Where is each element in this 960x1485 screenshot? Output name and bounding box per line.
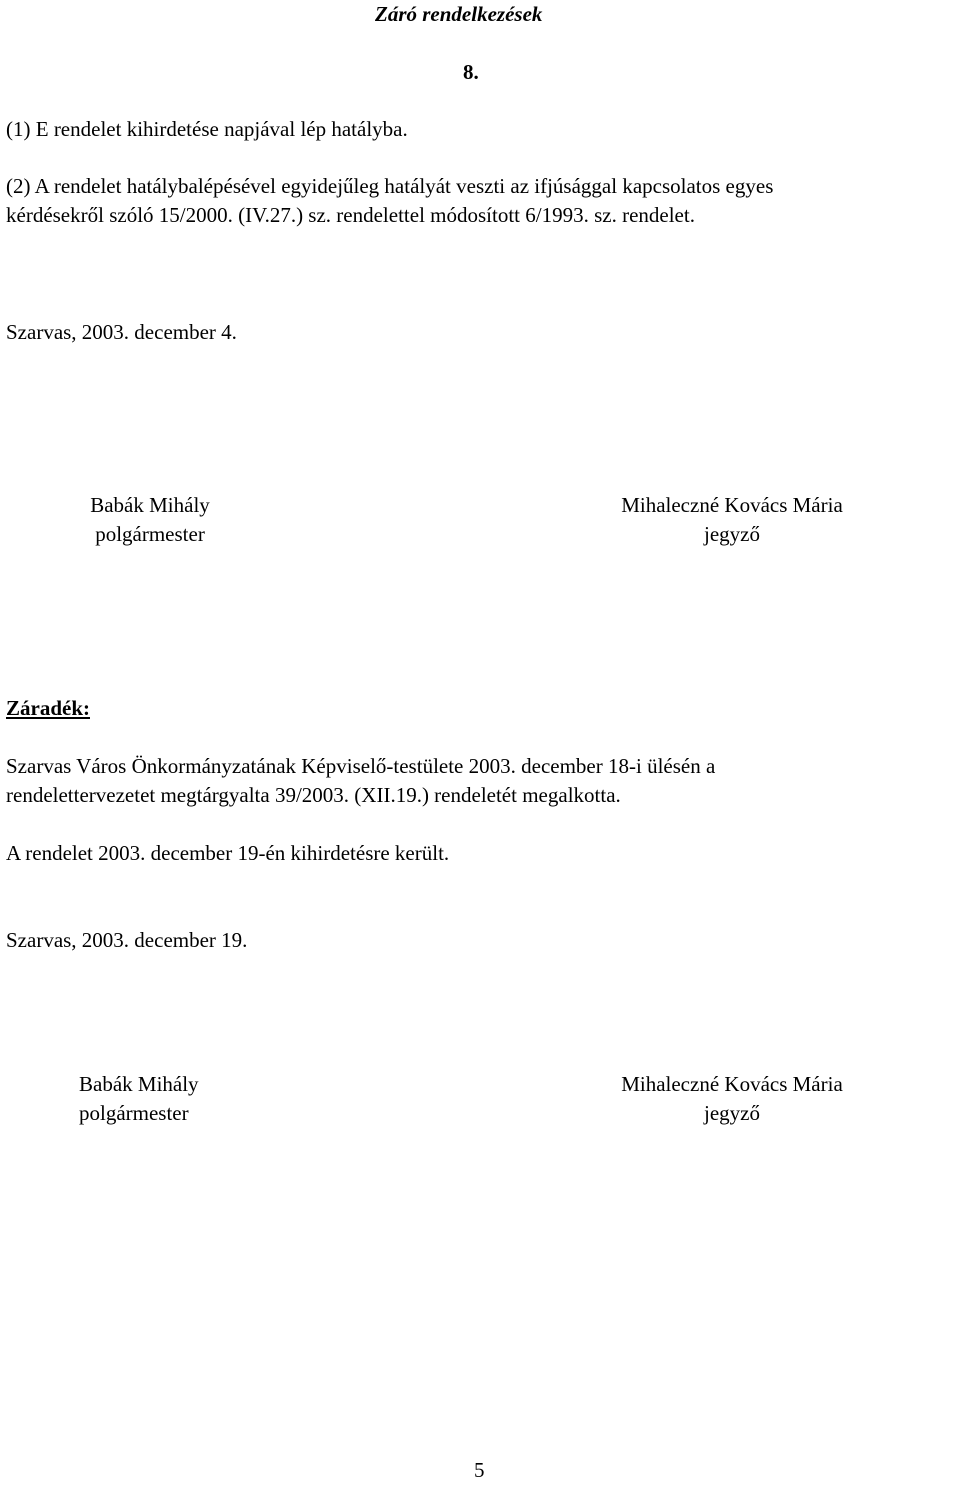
signer-name: Mihaleczné Kovács Mária [621, 1072, 843, 1096]
clause-line-1: Szarvas Város Önkormányzatának Képviselő-testülete 2003. december 18-i ülésén a [6, 754, 716, 778]
paragraph-2-line-2: kérdésekről szóló 15/2000. (IV.27.) sz. rendelettel módosított 6/1993. sz. rendelet. [6, 203, 695, 227]
signer-title: jegyző [704, 522, 760, 546]
signer-name: Babák Mihály [79, 1072, 199, 1096]
signature-block-left-2 [79, 1070, 199, 1128]
clause-heading: Záradék: [6, 696, 90, 720]
date-1: Szarvas, 2003. december 4. [6, 320, 237, 344]
date-2: Szarvas, 2003. december 19. [6, 928, 248, 952]
clause-line-2: rendelettervezetet megtárgyalta 39/2003. (XII.19.) rendeletét megalkotta. [6, 783, 621, 807]
section-heading: Záró rendelkezések [375, 2, 543, 26]
section-number: 8. [463, 60, 479, 84]
signer-title: jegyző [704, 1101, 760, 1125]
signature-block-left-1 [70, 491, 230, 549]
clause-announcement: A rendelet 2003. december 19-én kihirdetésre került. [6, 841, 450, 865]
signature-block-right-2 [590, 1070, 874, 1128]
signer-title: polgármester [79, 1101, 189, 1125]
signature-block-right-1 [590, 491, 874, 549]
signer-name: Babák Mihály [90, 493, 210, 517]
signer-title: polgármester [95, 522, 205, 546]
signer-name: Mihaleczné Kovács Mária [621, 493, 843, 517]
page-number: 5 [474, 1458, 485, 1482]
paragraph-2-line-1: (2) A rendelet hatálybalépésével egyidejűleg hatályát veszti az ifjúsággal kapcsolatos egyes [6, 174, 774, 198]
paragraph-1: (1) E rendelet kihirdetése napjával lép hatályba. [6, 117, 408, 141]
